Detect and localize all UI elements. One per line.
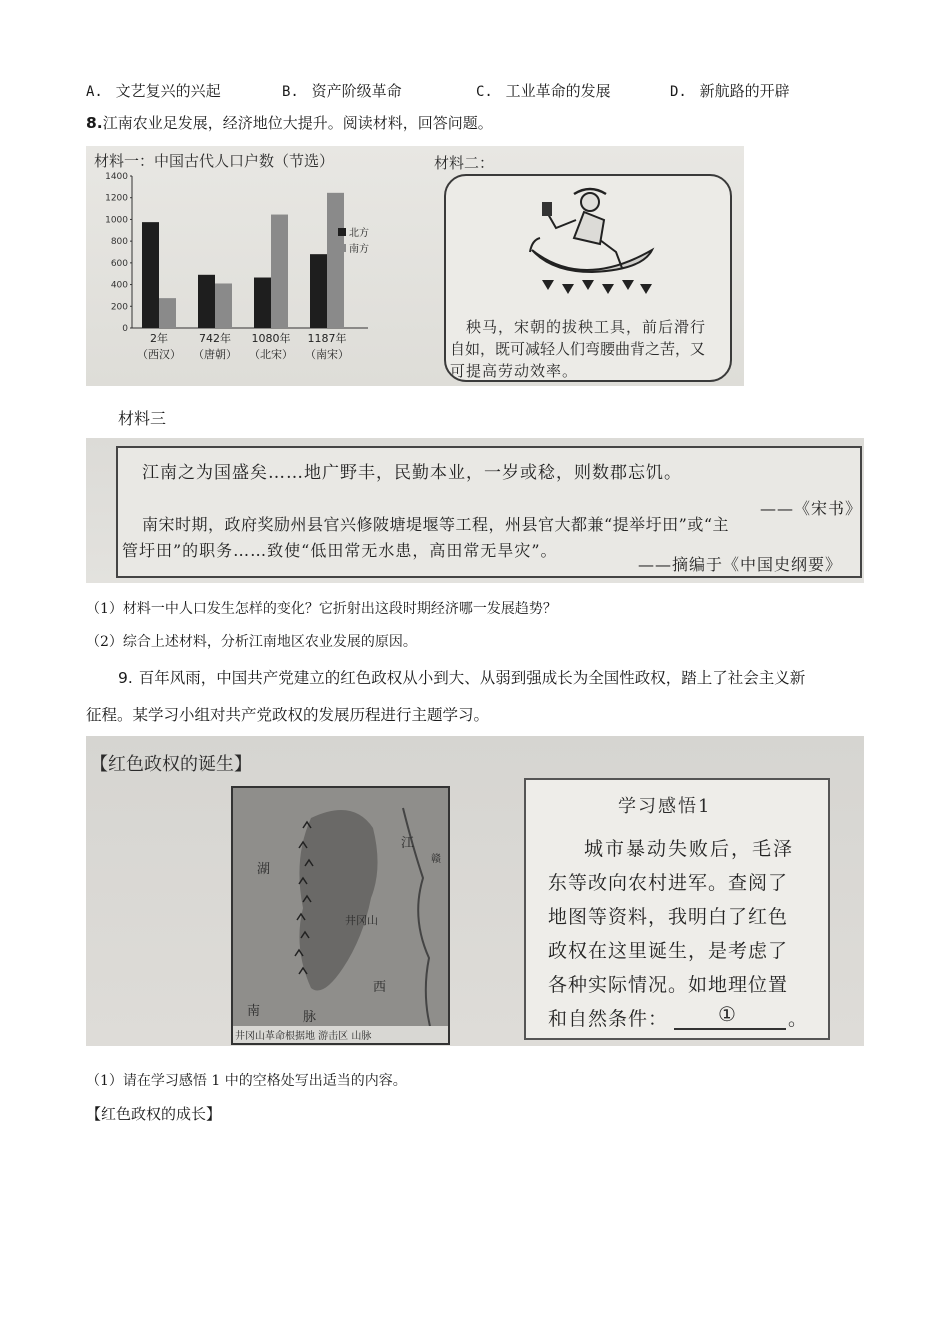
map-label: 脉 [303,1010,317,1025]
option-text: 新航路的开辟 [699,82,790,100]
map-label: 井冈山 [345,914,378,927]
y-tick-label: 1400 [105,172,128,182]
q9-stem-line-1 [118,667,805,689]
bar-north [198,275,215,328]
material-2-title: 材料二： [434,154,495,172]
material-1-title: 材料一：中国古代人口户数（节选） [94,152,335,170]
option-b [282,80,402,103]
legend-label: 南方 [349,244,369,255]
legend-swatch [338,244,346,252]
y-tick-label: 0 [122,324,128,334]
question-number: 8. [86,114,103,132]
q8-sub-1: （1）材料一中人口发生怎样的变化？它折射出这段时期经济哪一发展趋势？ [86,601,557,617]
study-reflection-card [524,778,830,1040]
option-a [86,80,221,103]
option-d [670,80,790,103]
study-line: 东等改向农村进军。查阅了 [548,872,789,894]
option-letter: C. [476,84,493,100]
option-letter: A. [86,84,103,100]
map-label: 赣 [431,854,441,865]
option-c [476,80,611,103]
y-tick-label: 800 [110,237,128,248]
bar-south [271,215,288,328]
material-2-caption-line: 秧马，宋朝的拔秧工具，前后滑行 [466,318,707,336]
option-letter: B. [282,84,299,100]
material-3-line: 江南之为国盛矣……地广野丰，民勤本业，一岁或稔，则数郡忘饥。 [142,463,682,483]
map-shape [233,788,448,1043]
q9-stem-line-2: 征程。某学习小组对共产党政权的发展历程进行主题学习。 [86,706,490,724]
q9-photo [86,736,864,1046]
material-3-line: 管圩田”的职务……致使“低田常无水患，高田常无旱灾”。 [122,541,558,560]
answer-blank[interactable] [674,1028,786,1030]
material-2-card [444,174,732,382]
population-bar-chart [86,168,376,383]
x-tick-note: （北宋） [249,348,293,361]
study-line: 各种实际情况。如地理位置 [548,974,789,996]
map-legend: 井冈山革命根据地 游击区 山脉 [235,1031,372,1042]
map-label: 江 [401,836,415,851]
material-1-2-photo [86,146,744,386]
y-tick-label: 600 [110,258,128,269]
x-tick-note: （唐朝） [193,348,237,361]
bar-north [142,222,159,328]
x-tick-note: （西汉） [137,348,181,361]
study-period: 。 [788,1008,808,1030]
y-tick-label: 1000 [105,215,128,226]
study-title: 学习感悟1 [618,796,712,817]
map-label: 西 [373,980,387,995]
question-stem: 江南农业足发展，经济地位大提升。阅读材料，回答问题。 [102,114,493,132]
study-line: 地图等资料，我明白了红色 [548,906,789,928]
material-2-caption-line: 可提高劳动效率。 [450,362,579,380]
legend-label: 北方 [349,228,369,239]
blank-marker: ① [718,1002,736,1026]
q8-stem [86,112,493,134]
x-tick-label: 1080年 [251,332,291,345]
bar-south [159,298,176,328]
y-tick-label: 200 [110,302,128,313]
section-title: 【红色政权的成长】 [86,1105,222,1123]
section-title: 【红色政权的诞生】 [90,754,252,775]
study-line: 和自然条件： [548,1008,669,1030]
option-text: 文艺复兴的兴起 [115,82,221,100]
option-text: 工业革命的发展 [505,82,611,100]
map-label: 湖 [257,862,271,877]
material-3-label: 材料三 [118,409,167,428]
material-3-source: ——摘编于《中国史纲要》 [638,555,843,574]
yangma-illustration [512,180,672,300]
option-letter: D. [670,84,687,100]
map-label: 南 [247,1004,261,1019]
material-2-caption-line: 自如，既可减轻人们弯腰曲背之苦，又 [450,340,706,358]
bar-south [327,193,344,328]
study-line: 城市暴动失败后，毛泽 [584,838,795,860]
y-tick-label: 400 [110,280,128,291]
x-tick-label: 742年 [199,332,231,345]
x-tick-label: 1187年 [307,332,347,345]
y-tick-label: 1200 [105,193,128,204]
legend-swatch [338,228,346,236]
bar-north [254,278,271,328]
question-stem: 百年风雨，中国共产党建立的红色政权从小到大、从弱到强成长为全国性政权，踏上了社会主义新 [138,669,806,687]
material-3-line: 南宋时期，政府奖励州县官兴修陂塘堤堰等工程，州县官大都兼“提举圩田”或“主 [142,515,730,534]
bar-north [310,254,327,328]
study-line: 政权在这里诞生，是考虑了 [548,940,789,962]
x-tick-note: （南宋） [305,348,349,361]
jinggangshan-map [231,786,450,1045]
q9-sub-1: （1）请在学习感悟 1 中的空格处写出适当的内容。 [86,1073,407,1089]
option-text: 资产阶级革命 [311,82,402,100]
material-3-source: ——《宋书》 [760,499,863,518]
q8-sub-2: （2）综合上述材料，分析江南地区农业发展的原因。 [86,634,417,650]
question-number: 9. [118,669,133,687]
material-3-photo [86,438,864,583]
bar-south [215,283,232,328]
material-3-frame [116,446,862,578]
x-tick-label: 2年 [150,332,168,345]
